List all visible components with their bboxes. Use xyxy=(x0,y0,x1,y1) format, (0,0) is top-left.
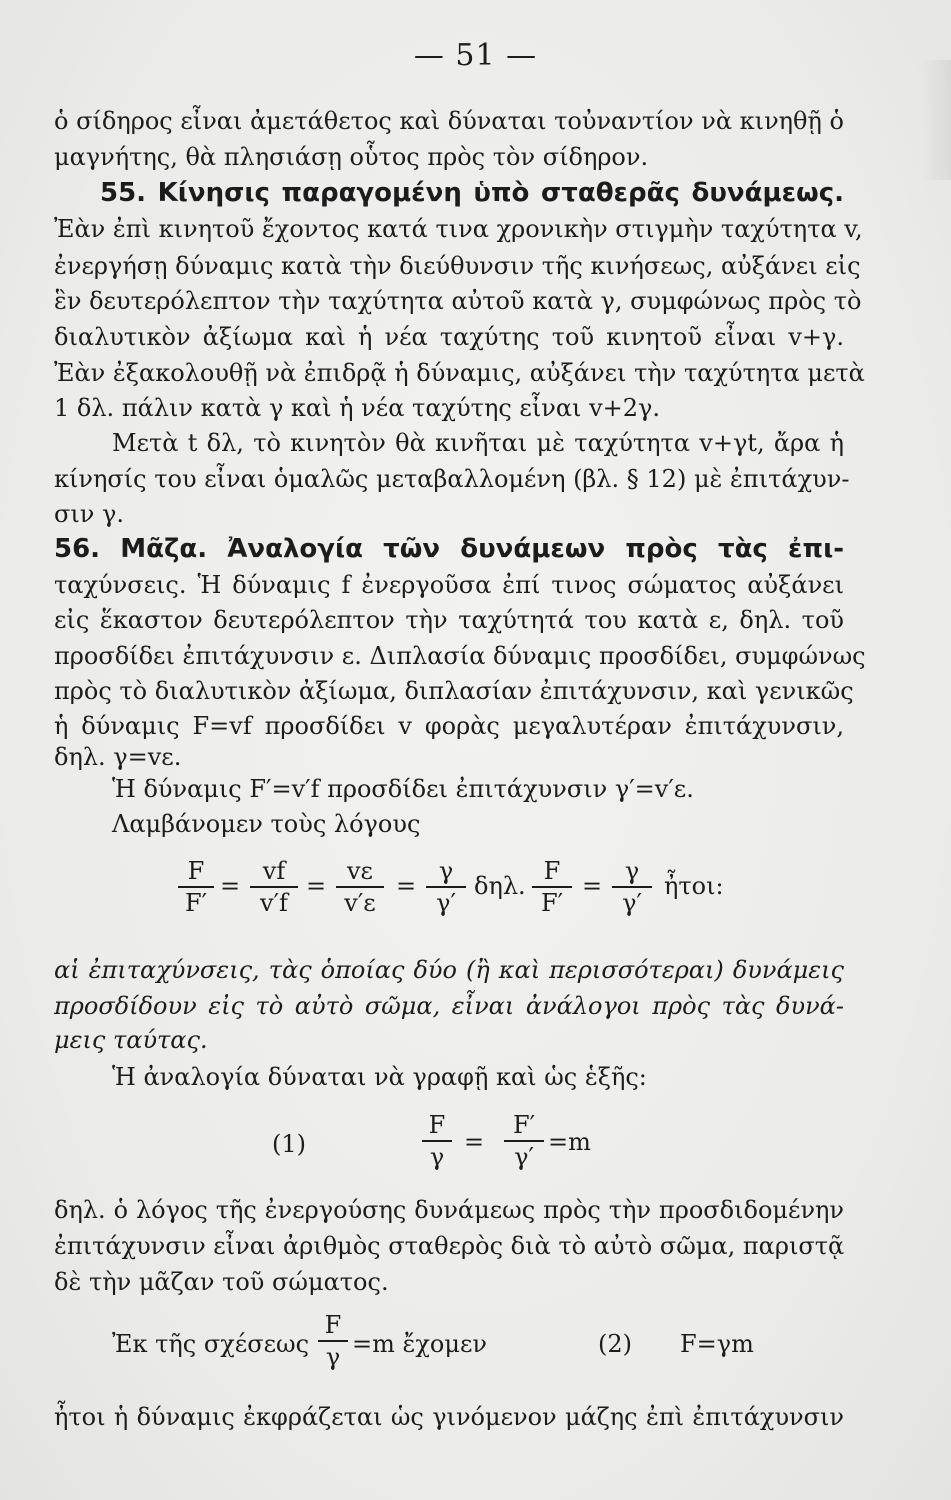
text-line: εἰς ἕκαστον δευτερόλεπτον τὴν ταχύτητά του κατὰ ε, δηλ. τοῦ xyxy=(54,606,844,634)
abbreviation: δηλ. xyxy=(474,872,526,900)
text-line: Ἐὰν ἐξακολουθῇ νὰ ἐπιδρᾷ ἡ δύναμις, αὐξάνει τὴν ταχύτητα μετὰ xyxy=(54,359,865,387)
page-edge-shadow xyxy=(921,60,951,180)
page-number: — 51 — xyxy=(413,38,538,73)
text-line-italic: αἱ ἐπιταχύνσεις, τὰς ὁποίας δύο (ἢ καὶ περισσότεραι) δυνάμεις xyxy=(54,956,844,984)
text-line: διαλυτικὸν ἀξίωμα καὶ ἡ νέα ταχύτης τοῦ κινητοῦ εἶναι v+γ. xyxy=(54,323,844,351)
text-line: 1 δλ. πάλιν κατὰ γ καὶ ἡ νέα ταχύτης εἶναι v+2γ. xyxy=(54,394,660,422)
equals-sign: = xyxy=(464,1128,485,1156)
equation-mid: =m ἔχομεν xyxy=(352,1330,487,1358)
text-line: ἐπιτάχυνσιν εἶναι ἀριθμὸς σταθερὸς διὰ τὸ αὐτὸ σῶμα, παριστᾷ xyxy=(54,1232,845,1260)
text-line: δὲ τὴν μᾶζαν τοῦ σώματος. xyxy=(54,1268,389,1296)
equals-sign: = xyxy=(306,872,327,900)
fraction: F F′ xyxy=(178,858,214,916)
text-line-italic: μεις ταύτας. xyxy=(54,1026,208,1054)
text-itoi: ἦτοι: xyxy=(664,872,724,900)
equals-sign: = xyxy=(582,872,603,900)
text-line: Ἐὰν ἐπὶ κινητοῦ ἔχοντος κατά τινα χρονικὴν στιγμὴν ταχύτητα v, xyxy=(54,215,863,243)
fraction: γ γ′ xyxy=(612,858,652,916)
text-line: δηλ. γ=vε. xyxy=(54,743,182,771)
text-line: σιν γ. xyxy=(54,500,124,528)
text-line: ταχύνσεις. Ἡ δύναμις f ἐνεργοῦσα ἐπί τινος σώματος αὐξάνει xyxy=(54,571,844,599)
text-line: δηλ. ὁ λόγος τῆς ἐνεργούσης δυνάμεως πρὸς τὴν προσδιδομένην xyxy=(54,1196,844,1224)
equation-rhs: F=γm xyxy=(680,1330,754,1358)
text-line: Ἡ ἀναλογία δύναται νὰ γραφῇ καὶ ὡς ἑξῆς: xyxy=(112,1063,647,1091)
text-line: προσδίδει ἐπιτάχυνσιν ε. Διπλασία δύναμις προσδίδει, συμφώνως xyxy=(54,642,866,670)
fraction: F γ xyxy=(422,1112,452,1170)
equals-sign: = xyxy=(220,872,241,900)
text-line: Ἡ δύναμις F′=v′f προσδίδει ἐπιτάχυνσιν γ′=v′ε. xyxy=(112,775,694,803)
fraction: vf v′f xyxy=(250,858,298,916)
text-line: ἡ δύναμις F=vf προσδίδει v φορὰς μεγαλυτέραν ἐπιτάχυνσιν, xyxy=(54,712,844,740)
fraction: F F′ xyxy=(532,858,572,916)
text-line: μαγνήτης, θὰ πλησιάσῃ οὗτος πρὸς τὸν σίδηρον. xyxy=(54,143,649,171)
text-line: Λαμβάνομεν τοὺς λόγους xyxy=(112,810,421,838)
equation-label: (1) xyxy=(272,1130,306,1158)
text-line: ὁ σίδηρος εἶναι ἀμετάθετος καὶ δύναται τοὐναντίον νὰ κινηθῇ ὁ xyxy=(54,107,844,135)
fraction: vε v′ε xyxy=(336,858,384,916)
equals-sign: = xyxy=(396,872,417,900)
equation-label: (2) xyxy=(598,1330,632,1358)
fraction: F γ xyxy=(318,1312,348,1370)
section-heading-55: 55. Κίνησις παραγομένη ὑπὸ σταθερᾶς δυνάμεως. xyxy=(100,178,844,208)
section-heading-56: 56. Μᾶζα. Ἀναλογία τῶν δυνάμεων πρὸς τὰς ἐπι- xyxy=(54,534,844,564)
text-line: ἐνεργήσῃ δύναμις κατὰ τὴν διεύθυνσιν τῆς κινήσεως, αὐξάνει εἰς xyxy=(54,252,861,280)
equation-rhs: =m xyxy=(548,1128,591,1156)
fraction: γ γ′ xyxy=(426,858,466,916)
text-line: ἦτοι ἡ δύναμις ἐκφράζεται ὡς γινόμενον μάζης ἐπὶ ἐπιτάχυνσιν xyxy=(54,1403,844,1431)
text-line: πρὸς τὸ διαλυτικὸν ἀξίωμα, διπλασίαν ἐπιτάχυνσιν, καὶ γενικῶς xyxy=(54,677,854,705)
text-line: ἓν δευτερόλεπτον τὴν ταχύτητα αὐτοῦ κατὰ γ, συμφώνως πρὸς τὸ xyxy=(54,287,862,315)
equation-prefix: Ἐκ τῆς σχέσεως xyxy=(112,1330,310,1358)
fraction: F′ γ′ xyxy=(504,1112,544,1170)
text-line: Μετὰ t δλ, τὸ κινητὸν θὰ κινῆται μὲ ταχύτητα v+γt, ἄρα ἡ xyxy=(112,429,844,457)
text-line: κίνησίς του εἶναι ὁμαλῶς μεταβαλλομένη (βλ. § 12) μὲ ἐπιτάχυν- xyxy=(54,465,850,493)
text-line-italic: προσδίδουν εἰς τὸ αὐτὸ σῶμα, εἶναι ἀνάλογοι πρὸς τὰς δυνά- xyxy=(54,992,844,1020)
